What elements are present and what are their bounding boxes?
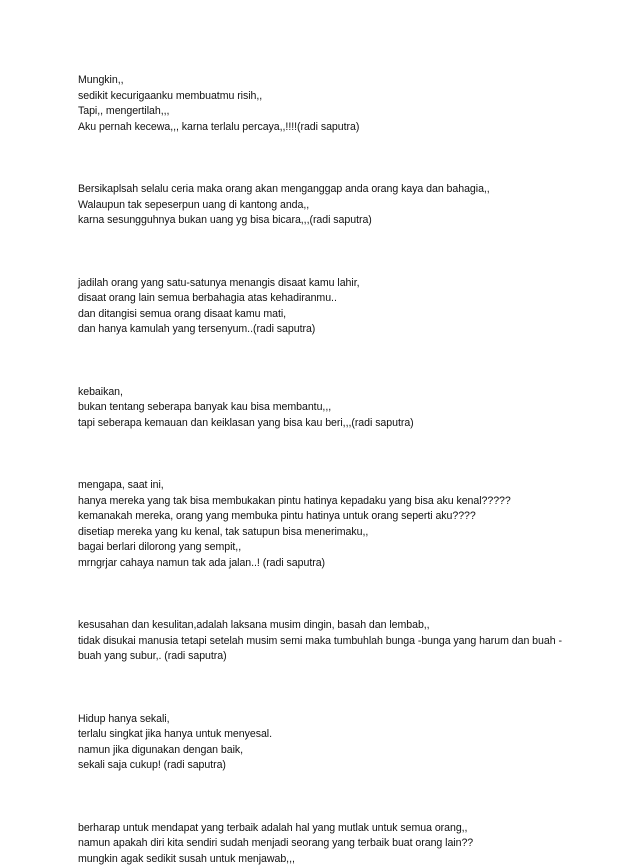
text-line: bagai berlari dilorong yang sempit,, <box>78 540 598 556</box>
quote-paragraph-7 <box>78 712 598 774</box>
text-line: bukan tentang seberapa banyak kau bisa membantu,,, <box>78 400 598 416</box>
text-line: Tapi,, mengertilah,,, <box>78 104 598 120</box>
text-line: mengapa, saat ini, <box>78 478 598 494</box>
text-line: namun apakah diri kita sendiri sudah menjadi seorang yang terbaik buat orang lain?? <box>78 836 598 852</box>
text-line: kesusahan dan kesulitan,adalah laksana musim dingin, basah dan lembab,, <box>78 618 598 634</box>
text-line: tidak disukai manusia tetapi setelah musim semi maka tumbuhlah bunga -bunga yang harum dan buah - <box>78 634 598 650</box>
text-line: disetiap mereka yang ku kenal, tak satupun bisa menerimaku,, <box>78 525 598 541</box>
text-line: terlalu singkat jika hanya untuk menyesal. <box>78 727 598 743</box>
text-line: sekali saja cukup! (radi saputra) <box>78 758 598 774</box>
text-line: jadilah orang yang satu-satunya menangis disaat kamu lahir, <box>78 276 598 292</box>
quote-paragraph-6 <box>78 618 598 665</box>
paragraph-spacer <box>78 665 598 712</box>
quote-paragraph-1 <box>78 73 598 135</box>
text-line: namun jika digunakan dengan baik, <box>78 743 598 759</box>
text-line: kebaikan, <box>78 385 598 401</box>
paragraph-spacer <box>78 338 598 385</box>
text-line: Aku pernah kecewa,,, karna terlalu percaya,,!!!!(radi saputra) <box>78 120 598 136</box>
paragraph-spacer <box>78 774 598 821</box>
text-line: mungkin agak sedikit susah untuk menjawab,,, <box>78 852 598 867</box>
document-body <box>78 73 598 867</box>
text-line: Bersikaplsah selalu ceria maka orang akan menganggap anda orang kaya dan bahagia,, <box>78 182 598 198</box>
text-line: berharap untuk mendapat yang terbaik adalah hal yang mutlak untuk semua orang,, <box>78 821 598 837</box>
text-line: buah yang subur,. (radi saputra) <box>78 649 598 665</box>
text-line: dan hanya kamulah yang tersenyum..(radi saputra) <box>78 322 598 338</box>
paragraph-spacer <box>78 135 598 182</box>
text-line: karna sesungguhnya bukan uang yg bisa bicara,,,(radi saputra) <box>78 213 598 229</box>
quote-paragraph-2 <box>78 182 598 229</box>
text-line: dan ditangisi semua orang disaat kamu mati, <box>78 307 598 323</box>
paragraph-spacer <box>78 571 598 618</box>
quote-paragraph-8 <box>78 821 598 867</box>
text-line: mrngrjar cahaya namun tak ada jalan..! (radi saputra) <box>78 556 598 572</box>
text-line: kemanakah mereka, orang yang membuka pintu hatinya untuk orang seperti aku???? <box>78 509 598 525</box>
text-line: disaat orang lain semua berbahagia atas kehadiranmu.. <box>78 291 598 307</box>
text-line: sedikit kecurigaanku membuatmu risih,, <box>78 89 598 105</box>
text-line: Mungkin,, <box>78 73 598 89</box>
text-line: Walaupun tak sepeserpun uang di kantong anda,, <box>78 198 598 214</box>
paragraph-spacer <box>78 229 598 276</box>
quote-paragraph-4 <box>78 385 598 432</box>
text-line: Hidup hanya sekali, <box>78 712 598 728</box>
text-line: hanya mereka yang tak bisa membukakan pintu hatinya kepadaku yang bisa aku kenal????? <box>78 494 598 510</box>
paragraph-spacer <box>78 431 598 478</box>
quote-paragraph-3 <box>78 276 598 338</box>
text-line: tapi seberapa kemauan dan keiklasan yang bisa kau beri,,,(radi saputra) <box>78 416 598 432</box>
quote-paragraph-5 <box>78 478 598 571</box>
